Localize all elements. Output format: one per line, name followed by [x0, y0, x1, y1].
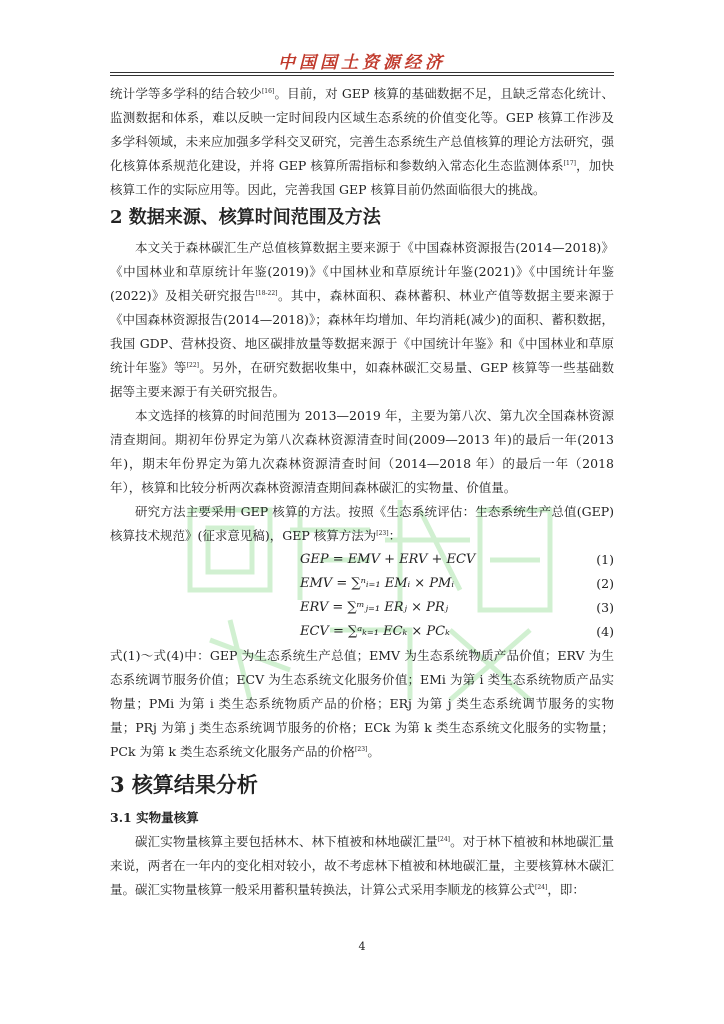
text-run: ：: [388, 528, 402, 543]
paragraph-time-range: 本文选择的核算的时间范围为 2013—2019 年，主要为第八次、第九次全国森林资源清查期间。期初年份界定为第八次森林资源清查时间(2009—2013 年)的最后一年(2013 年)，期末年份界定为第九次森林资源清查时间（2014—2018 年）的最后一年（2018 年），核算和比较分析两次森林资源清查期间森林碳汇的实物量、价值量。: [110, 408, 614, 495]
citation: [16]: [261, 88, 275, 95]
equation-2: [110, 572, 614, 596]
text-run: 。另外，在研究数据收集中，如森林碳汇交易量、GEP 核算等一些基础数据等主要来源于有关研究报告。: [110, 360, 614, 399]
text-run: 式(1)～式(4)中：: [110, 648, 210, 663]
text-run: 。: [367, 744, 380, 759]
text-run: ，加快核算工作的实际应用等。因此，完善我国 GEP 核算目前仍然面临很大的挑战。: [110, 158, 614, 197]
equation-4: [110, 620, 614, 644]
equation-1: [110, 548, 614, 572]
text-run: 本文关于森林碳汇生产总值核算数据主要来源于《中国森林资源报告(2014—2018)》《中国林业和草原统计年鉴(2019)》《中国林业和草原统计年鉴(2021)》《中国统计年鉴(2022)》及相关研究报告: [110, 240, 614, 303]
text-run: GEP 为生态系统生产总值；EMV 为生态系统物质产品价值；ERV 为生态系统调节服务价值；ECV 为生态系统文化服务价值；EMi 为第 i 类生态系统物质产品实物量；PMi 为第 i 类生态系统物质产品的价格；ERj 为第 j 类生态系统调节服务的实物量；PRj 为第 j 类生态系统调节服务的价格；ECk 为第 k 类生态系统文化服务的实物量；PCk 为第 k 类生态系统文化服务产品的价格: [110, 648, 614, 759]
section-3-heading: 3 核算结果分析: [110, 772, 258, 797]
header-rule-secondary: [110, 75, 614, 76]
text-run: 。其中，森林面积、森林蓄积、林业产值等数据主要来源于《中国森林资源报告(2014—2018)》；森林年均增加、年均消耗(减少)的面积、蓄积数据，我国 GDP、营林投资、地区碳排放量等数据来源于《中国统计年鉴》和《中国林业和草原统计年鉴》等: [110, 288, 614, 375]
text-run: 。对于林下植被和林地碳汇量来说，两者在一年内的变化相对较小，故不考虑林下植被和林地碳汇量，主要核算林木碳汇量。碳汇实物量核算一般采用蓄积量转换法，计算公式采用李顺龙的核算公式: [110, 834, 614, 897]
equation-expression: ECV = ∑ᵃₖ₌₁ ECₖ × PCₖ: [300, 624, 450, 639]
text-run: 统计学等多学科的结合较少: [110, 86, 262, 101]
text-run: 。目前，对 GEP 核算的基础数据不足，且缺乏常态化统计、监测数据和体系，难以反映一定时间段内区域生态系统的价值变化等。GEP 核算工作涉及多学科领域，未来应加强多学科交叉研究，完善生态系统生产总值核算的理论方法研究，强化核算体系规范化建设，并将 GEP 核算所需指标和参数纳入常态化生态监测体系: [110, 86, 614, 173]
paragraph-intro: [110, 82, 614, 202]
subsection-3-1-heading: 3.1 实物量核算: [110, 810, 199, 825]
equation-number: (1): [596, 552, 614, 567]
article-body: [110, 82, 614, 902]
equation-number: (3): [596, 600, 614, 615]
citation: [18-22]: [255, 290, 278, 297]
citation: [24]: [535, 884, 548, 891]
text-run: ，即：: [547, 882, 585, 897]
journal-header-title: 中国国土资源经济: [278, 53, 446, 73]
paragraph-variable-definitions: [110, 644, 614, 764]
page-number: 4: [358, 940, 366, 953]
equation-number: (4): [596, 624, 614, 639]
text-run: 碳汇实物量核算主要包括林木、林下植被和林地碳汇量: [135, 834, 438, 849]
citation: [23]: [376, 530, 389, 537]
citation: [17]: [563, 160, 576, 167]
paragraph-method: [110, 500, 614, 548]
citation: [23]: [355, 746, 368, 753]
equation-3: [110, 596, 614, 620]
equation-expression: GEP = EMV + ERV + ECV: [300, 552, 476, 567]
section-2-heading: 2 数据来源、核算时间范围及方法: [110, 207, 381, 228]
citation: [24]: [437, 836, 451, 843]
text-run: 研究方法主要采用 GEP 核算的方法。按照《生态系统评估：生态系统生产总值(GEP)核算技术规范》(征求意见稿)，GEP 核算方法为: [110, 504, 614, 543]
equation-expression: EMV = ∑ⁿᵢ₌₁ EMᵢ × PMᵢ: [300, 576, 454, 591]
paragraph-data-sources: [110, 236, 614, 404]
paragraph-physical-accounting: [110, 830, 614, 902]
equation-expression: ERV = ∑ᵐⱼ₌₁ ERⱼ × PRⱼ: [300, 600, 449, 615]
equation-number: (2): [596, 576, 614, 591]
header-rule: [110, 72, 614, 73]
citation: [22]: [186, 362, 199, 369]
